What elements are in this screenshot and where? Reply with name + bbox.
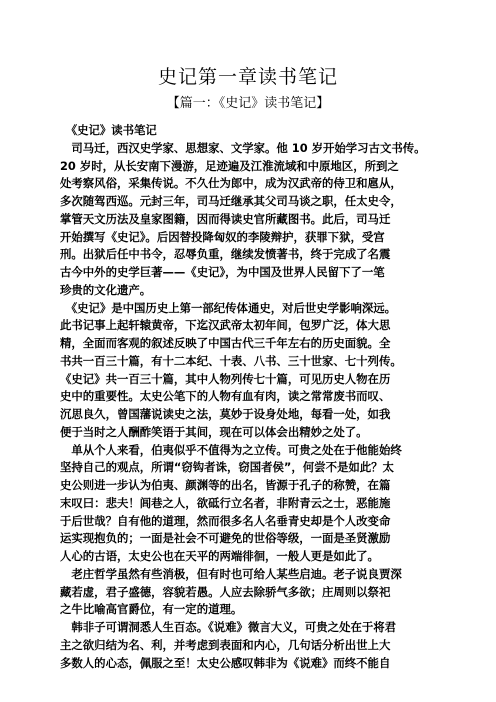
body-line: 《史记》读书笔记 bbox=[60, 123, 157, 137]
body-line: 刑。出狱后任中书令，忍辱负重，继续发愤著书，终于完成了名震 bbox=[60, 247, 391, 262]
body-line: 老庄哲学虽然有些消极，但有时也可给人某些启迪。老子说良贾深 bbox=[60, 566, 402, 581]
body-line: 人心的古语，太史公也在天平的两端徘徊，一般人更是如此了。 bbox=[60, 549, 379, 563]
body-line: 多次随驾西巡。元封三年，司马迁继承其父司马谈之职，任太史令， bbox=[60, 194, 402, 208]
body-line: 掌管天文历法及皇家图籍，因而得读史官所藏图书。此后，司马迁 bbox=[60, 211, 391, 226]
body-line: 藏若虚，君子盛德，容貌若愚。人应去除骄气多欲；庄周则以祭祀 bbox=[60, 584, 391, 599]
body-line: 便于当时之人酬酢笑语于其间，现在可以体会出精妙之处了。 bbox=[60, 424, 368, 439]
body-line: 书共一百三十篇，有十二本纪、十表、八书、三十世家、七十列传。 bbox=[60, 353, 402, 368]
body-line: 于后世哉？自有他的道理，然而很多名人名垂青史却是个人改变命 bbox=[60, 513, 391, 528]
page-title: 史记第一章读书笔记 bbox=[157, 66, 338, 88]
body-line: 20 岁时，从长安南下漫游，足迹遍及江淮流域和中原地区，所到之 bbox=[60, 158, 399, 173]
body-line: 韩非子可谓洞悉人生百态。《说难》微言大义，可贵之处在于将君 bbox=[60, 620, 397, 634]
body-line: 史公则进一步认为伯夷、颜渊等的出名，皆源于孔子的称赞，在篇 bbox=[60, 478, 391, 492]
body-line: 坚持自己的观点，所谓“窃钩者诛，窃国者侯”，何尝不是如此？太 bbox=[60, 460, 394, 475]
body-line: 《史记》是中国历史上第一部纪传体通史，对后世史学影响深远。 bbox=[60, 300, 397, 315]
body-line: 运实现抱负的；一面是社会不可避免的世俗等级，一面是圣贤激励 bbox=[60, 531, 391, 546]
body-line: 珍贵的文化遗产。 bbox=[60, 282, 152, 297]
body-line: 《史记》共一百三十篇，其中人物列传七十篇，可见历史人物在历 bbox=[60, 371, 391, 386]
body-line: 多数人的心态，佩服之至！太史公感叹韩非为《说难》而终不能自 bbox=[60, 655, 391, 670]
body-line: 古今中外的史学巨著——《史记》，为中国及世界人民留下了一笔 bbox=[60, 265, 385, 279]
body-line: 司马迁，西汉史学家、思想家、文学家。他 10 岁开始学习古文书传。 bbox=[60, 140, 426, 155]
body-line: 单从个人来看，伯夷似乎不值得为之立传。可贵之处在于他能始终 bbox=[60, 442, 402, 457]
body-line: 主之欲归结为名、利，并考虑到表面和内心，几句话分析出世上大 bbox=[60, 637, 391, 652]
body-line: 沉思良久，曾国藩说读史之法，莫妙于设身处地，每看一处，如我 bbox=[60, 407, 391, 421]
body-text bbox=[60, 122, 452, 672]
body-line: 精，全面而客观的叙述反映了中国古代三千年左右的历史面貌。全 bbox=[60, 336, 391, 350]
body-line: 此书记事上起轩辕黄帝，下迄汉武帝太初年间，包罗广泛，体大思 bbox=[60, 318, 391, 333]
body-line: 之牛比喻高官爵位，有一定的道理。 bbox=[60, 602, 243, 617]
section-subtitle: 【篇一：《史记》读书笔记】 bbox=[166, 96, 330, 111]
body-line: 史中的重要性。太史公笔下的人物有血有肉，读之常常废书而叹、 bbox=[60, 389, 391, 404]
body-line: 开始撰写《史记》。后因替投降匈奴的李陵辩护，获罪下狱，受宫 bbox=[60, 229, 385, 244]
body-line: 处考察风俗，采集传说。不久仕为郎中，成为汉武帝的侍卫和扈从， bbox=[60, 176, 402, 191]
body-line: 末叹曰：悲夫！闾巷之人，欲砥行立名者，非附青云之士，恶能施 bbox=[60, 495, 391, 510]
